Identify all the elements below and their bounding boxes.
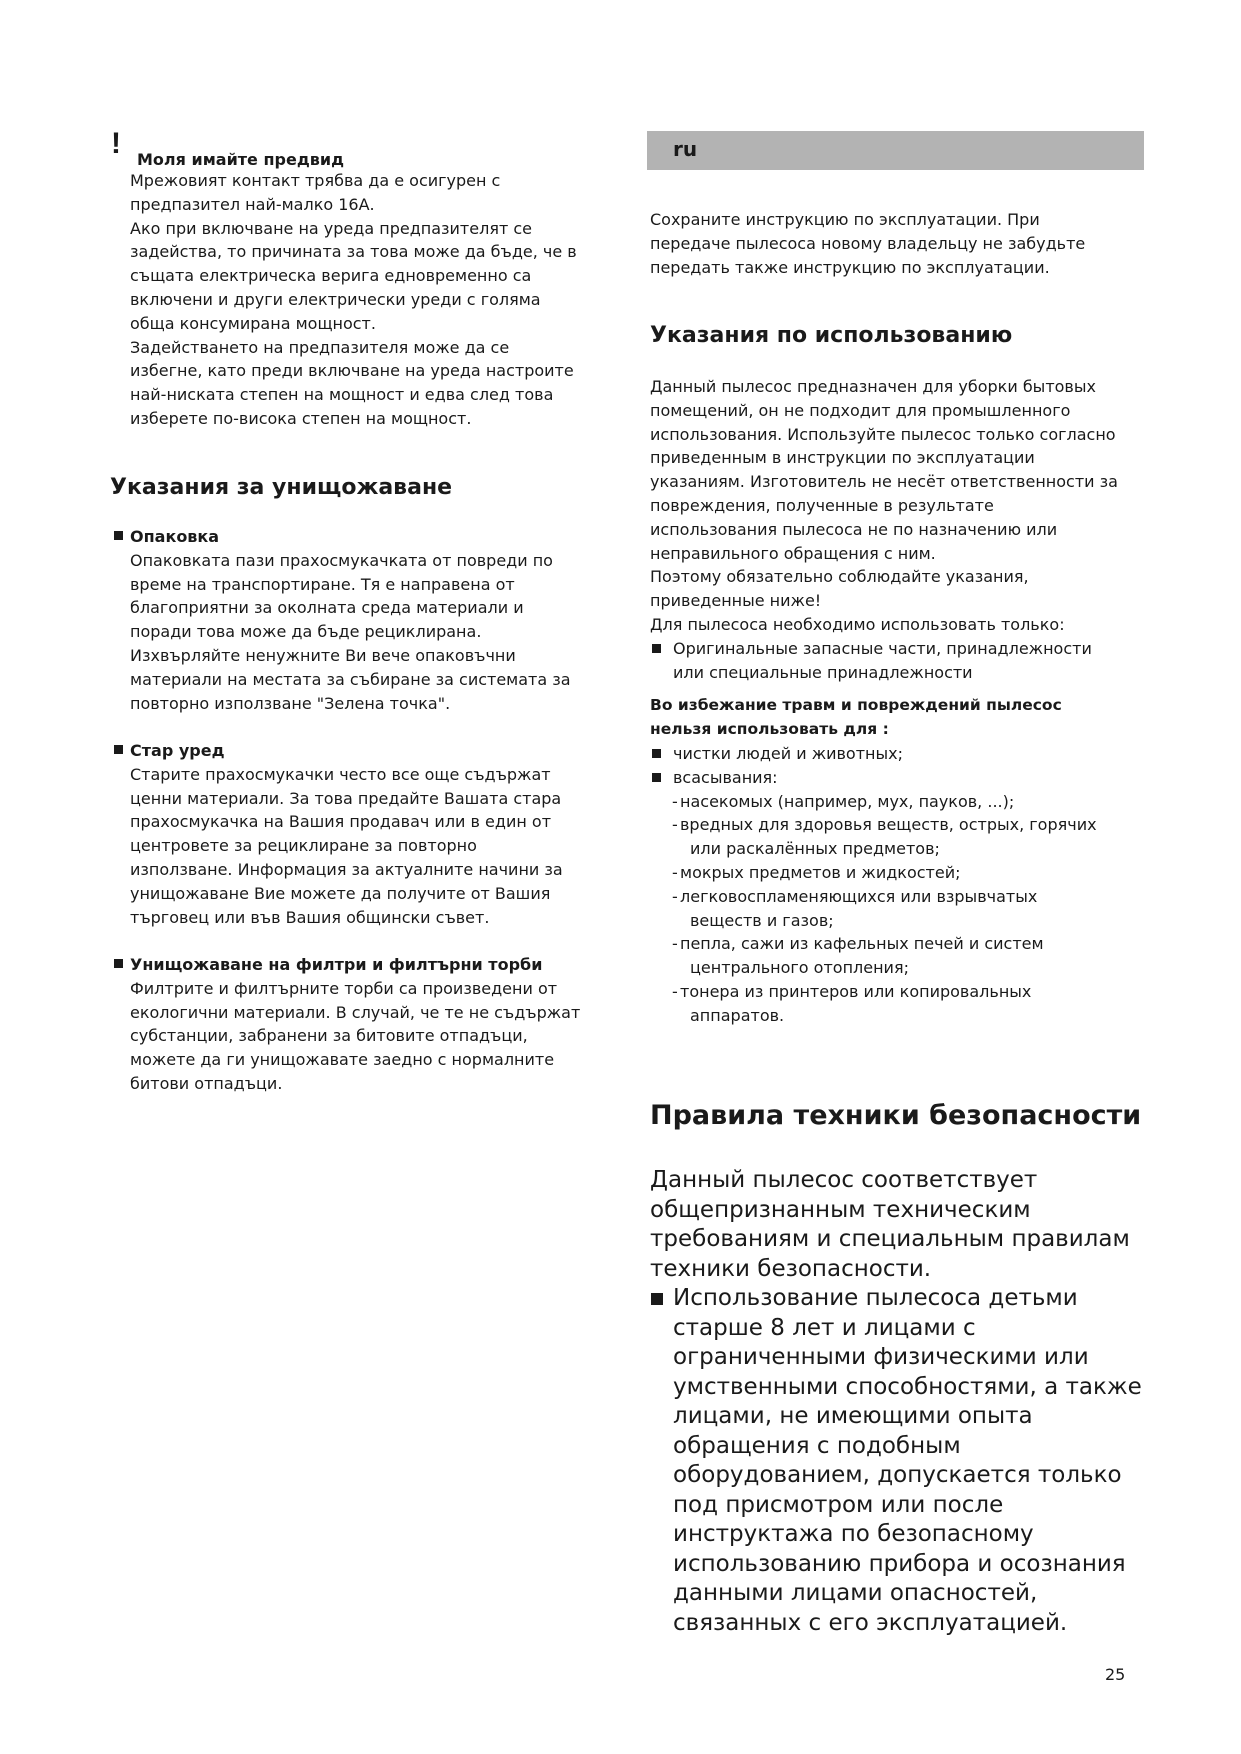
- filters-section: [108, 953, 603, 1096]
- sub-item: - насекомых (например, мух, пауков, ...);: [672, 791, 1015, 811]
- warning-text: Мрежовият контакт трябва да е осигурен с предпазител най-малко 16А. Ако при включване на уреда предпазителят се задейства, то причината за това може да бъде, че в същата електрическа верига едновременно са включени и други електрически уреди с голяма обща консумирана мощност. Задействането на предпазителя може да се избегне, като преди включване на уреда настроите най-ниската степен на мощност и едва след това изберете по-висока степен на мощност.: [130, 171, 577, 428]
- square-bullet-icon: [652, 773, 661, 782]
- filters-title: Унищожаване на филтри и филтърни торби: [130, 955, 543, 974]
- safety-heading: Правила техники безопасности: [650, 1100, 1142, 1131]
- safety-section: [650, 1166, 1148, 1638]
- intro-text: Сохраните инструкцию по эксплуатации. При передаче пылесоса новому владельцу не забудьте передать также инструкцию по эксплуатации.: [650, 210, 1086, 277]
- usage-text: Данный пылесос предназначен для уборки бытовых помещений, он не подходит для промышленного использования. Используйте пылесос только согласно приведенным в инструкции по эксплуатации указаниям. Изготовитель не несёт ответственности за повреждения, полученные в результате использования пылесоса не по назначению или неправильного обращения с ним. Поэтому обязательно соблюдайте указания, приведенные ниже! Для пылесоса необходимо использовать только:: [650, 377, 1118, 634]
- old-device-text: Старите прахосмукачки често все още съдържат ценни материали. За това предайте Вашата стара прахосмукачка на Вашия продавач или в един от центровете за рециклиране за повторно използване. Информация за актуалните начини за унищожаване Вие можете да получите от Вашия търговец или във Вашия общински съвет.: [130, 764, 563, 927]
- square-bullet-icon: [652, 749, 661, 758]
- packaging-title: Опаковка: [130, 527, 220, 546]
- page-number: 25: [1105, 1665, 1126, 1684]
- usage-section: [650, 375, 1148, 1028]
- square-bullet-icon: [114, 959, 123, 968]
- square-bullet-icon: [114, 745, 123, 754]
- list-item: Оригинальные запасные части, принадлежности или специальные принадлежности: [650, 637, 1148, 685]
- packaging-section: [108, 525, 603, 715]
- old-device-section: [108, 739, 603, 929]
- sub-item: - вредных для здоровья веществ, острых, горячих или раскалённых предметов;: [672, 815, 1097, 859]
- prohibit-title: Во избежание травм и повреждений пылесос нельзя использовать для :: [650, 696, 1062, 739]
- sub-item: - тонера из принтеров или копировальных аппаратов.: [672, 981, 1032, 1025]
- sub-item: - пепла, сажи из кафельных печей и систем центрального отопления;: [672, 934, 1044, 978]
- sub-item: - мокрых предметов и жидкостей;: [672, 862, 961, 882]
- disposal-heading: Указания за унищожаване: [110, 475, 453, 500]
- old-device-title: Стар уред: [130, 741, 225, 760]
- list-item: всасывания:: [650, 766, 1148, 790]
- warning-title: Моля имайте предвид: [137, 150, 345, 169]
- list-item: чистки людей и животных;: [650, 742, 1148, 766]
- list-item: Использование пылесоса детьми старше 8 лет и лицами с ограниченными физическими или умственными способностями, а также лицами, не имеющими опыта обращения с подобным оборудованием, допускается только под присмотром или после инструктажа по безопасному использованию прибора и осознания данными лицами опасностей, связанных с его эксплуатацией.: [650, 1284, 1148, 1638]
- safety-intro: Данный пылесос соответствует общепризнанным техническим требованиям и специальным правилам техники безопасности.: [650, 1167, 1130, 1282]
- square-bullet-icon: [652, 644, 661, 653]
- square-bullet-icon: [651, 1293, 663, 1305]
- usage-heading: Указания по использованию: [650, 323, 1013, 348]
- language-bar: [647, 131, 1144, 170]
- sub-item: - легковоспламеняющихся или взрывчатых веществ и газов;: [672, 886, 1038, 930]
- exclamation-icon: !: [111, 127, 121, 160]
- packaging-text: Опаковката пази прахосмукачката от повреди по време на транспортиране. Тя е направена от благоприятни за околната среда материали и поради това може да бъде рециклирана. Изхвърляйте ненужните Ви вече опаковъчни материали на местата за събиране за системата за повторно използване "Зелена точка".: [130, 550, 571, 713]
- square-bullet-icon: [114, 531, 123, 540]
- language-code: ru: [673, 137, 698, 161]
- filters-text: Филтрите и филтърните торби са произведени от екологични материали. В случай, че те не съдържат субстанции, забранени за битовите отпадъци, можете да ги унищожавате заедно с нормалните битови отпадъци.: [130, 978, 581, 1093]
